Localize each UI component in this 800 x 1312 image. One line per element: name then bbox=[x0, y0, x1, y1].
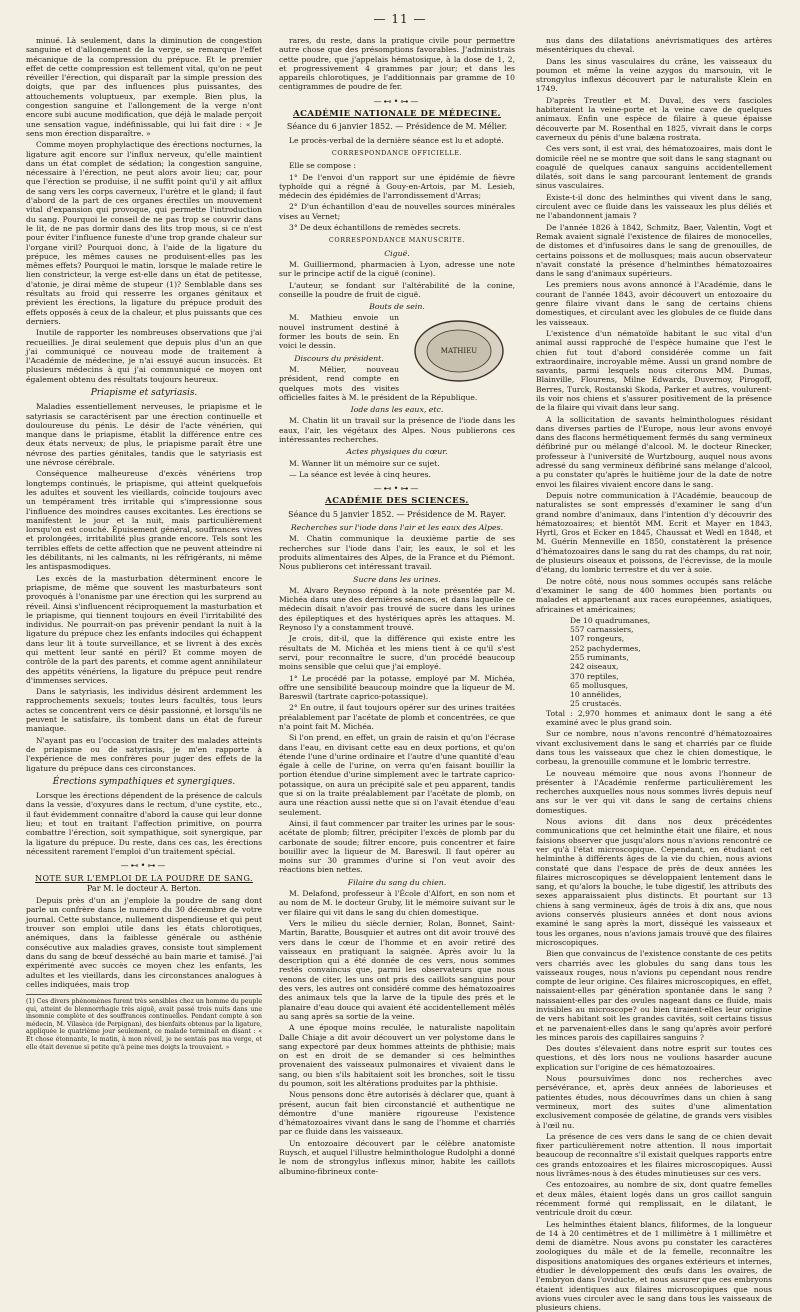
paragraph: Le procès-verbal de la dernière séance est lu et adopté. bbox=[289, 135, 504, 145]
paragraph: nus dans des dilatations anévrismatiques des artères mésentériques du cheval. bbox=[536, 36, 772, 55]
paragraph: M. Mélier, nouveau président, rend compte en quelques mots des visites officielles faites à M. le président de la République. bbox=[279, 364, 478, 402]
inset-label: MATHIEU bbox=[440, 347, 478, 356]
seance-line: Séance du 5 janvier 1852. — Présidence de M. Rayer. bbox=[288, 509, 506, 519]
paragraph: 1° De l'envoi d'un rapport sur une épidémie de fièvre typhoïde qui a régné à Gouy-en-Artois, par M. Lesieh, médecin des épidémies de l'arrondissement d'Arras; bbox=[279, 172, 515, 201]
correspondance-officielle-heading: CORRESPONDANCE OFFICIELLE. bbox=[331, 148, 463, 157]
paragraph: Conséquence malheureuse d'excès vénériens trop longtemps continués, le priapisme, qui atteint quelquefois les adultes et souvent les vieillards, coïncide toujours avec un tempérament très irritable qui s'impressionne sous l'influence des moindres causes excitantes. Les érections se manifestent le jour et la nuit, mais particulièrement lorsqu'on est couché. Épuisement général, souffrances vives et prolongées, irritabilité plus grande encore. Tels sont les terribles effets de cette affection que ne peuvent atteindre ni les débilitants, ni les calmants, ni les réfrigérants, ni même les antispasmodiques. bbox=[26, 469, 262, 572]
paragraph: Un entozoaire découvert par le célèbre anatomiste Ruysch, et auquel l'illustre helminthologue Rudolphi a donné le nom de strongylus inflexus minor, habite les caillots albumino-fibrineux conte- bbox=[279, 1138, 515, 1176]
academy-medecine-title: ACADÉMIE NATIONALE DE MÉDECINE. bbox=[292, 109, 501, 120]
inventory-row: 10 annélides, bbox=[570, 690, 622, 700]
paragraph: L'auteur, se fondant sur l'altérabilité de la conine, conseille la poudre de fruit de ciguë. bbox=[279, 280, 515, 299]
paragraph: Comme moyen prophylactique des érections nocturnes, la ligature agit encore sur l'influx nerveux, qu'elle maintient dans un état complet de sédation; la congestion sanguine, nécessaire à l'érection, ne peut alors avoir lieu; car, pour que l'érection se produise, il ne suffit point qu'il y ait afflux de sang vers les corps caverneux, l'urètre et le gland; il faut d'abord de la part de ces organes érectiles un mouvement vital d'expansion qui provoque, qui permette l'introduction du sang. Pourquoi le conseil de ne pas trop se couvrir dans le lit, de ne pas dormir dans des lits trop mous, si ce n'est pour éviter l'influence funeste d'une trop grande chaleur sur l'organe viril? Pourquoi donc, à l'aide de la ligature du prépuce, les mêmes causes ne produisent-elles pas les mêmes effets? Pourquoi le matin, lorsque le malade retire le lien constricteur, la verge est-elle dans un état de petitesse, d'atonie, je dirai même de stupeur (1)? Semblable dans ses résultats au froid qui resserre les organes génitaux et prévient les érections, la ligature du prépuce produit des effets opposés à ceux de la chaleur, et plus puissants que ces derniers. bbox=[26, 140, 262, 326]
note-byline: Par M. le docteur A. Berton. bbox=[86, 883, 202, 893]
paragraph: Lorsque les érections dépendent de la présence de calculs dans la vessie, d'oxyures dans le rectum, d'une cystite, etc., il faut évidemment connaître d'abord la cause qui leur donne lieu; et tout en traitant l'affection primitive, on pourra combattre l'érection, soit sympathique, soit synergique, par la ligature du prépuce. Du reste, dans ces cas, les érections nécessitent rarement l'emploi d'un traitement spécial. bbox=[26, 791, 262, 856]
actes-title: Actes physiques du cœur. bbox=[346, 447, 448, 457]
paragraph: Existe-t-il donc des helminthes qui vivent dans le sang, circulent avec ce fluide dans les vaisseaux les plus déliés et ne l'abandonnent jamais ? bbox=[536, 192, 772, 221]
filaire-title: Filaire du sang du chien. bbox=[347, 877, 447, 887]
column-1-intro bbox=[26, 36, 262, 384]
cigue-title: Ciguë. bbox=[384, 248, 410, 258]
paragraph: La présence de ces vers dans le sang de ce chien devait fixer particulièrement notre attention. Il nous importait beaucoup de reconnaître s'il existait quelques rapports entre ces grands entozoaires et les filaires microscopiques. Aussi nous livrâmes-nous à des études minutieuses sur ces vers. bbox=[536, 1131, 772, 1179]
section-divider: —⊷•⊶— bbox=[120, 861, 168, 871]
paragraph: A la sollicitation de savants helminthologues résidant dans diverses parties de l'Europe, nous leur avons envoyé dans des flacons hermétiquement fermés du sang vermineux défibriné pur ou mélangé d'alcool. M. le docteur Rinecker, professeur à l'université de Wurtzbourg, auquel nous avons adressé du sang vermineux défibriné sans mélange d'alcool, a pu constater qu'après le huitième jour de la date de notre envoi les filaires vivaient encore dans le sang. bbox=[536, 414, 772, 489]
paragraph: Nous poursuivîmes donc nos recherches avec persévérance, et, après deux années de laborieuses et patientes études, nous découvrîmes dans un chien à sang vermineux, mort des suites d'une alimentation exclusivement composée de gélatine, de grands vers visibles à l'œil nu. bbox=[536, 1074, 772, 1130]
inventory-row: 370 reptiles, bbox=[570, 671, 619, 681]
paragraph: M. Wanner lit un mémoire sur ce sujet. bbox=[289, 458, 440, 468]
inventory-row: 107 rongeurs, bbox=[570, 634, 625, 644]
recherches-title: Recherches sur l'iode dans l'air et les eaux des Alpes. bbox=[290, 523, 504, 533]
paragraph: M. Delafond, professeur à l'École d'Alfort, en son nom et au nom de M. le docteur Gruby, lit le mémoire suivant sur le ver filaire qui vit dans le sang du chien domestique. bbox=[279, 889, 515, 917]
section-divider: —⊷•⊶— bbox=[373, 96, 421, 106]
paragraph: 2° D'un échantillon d'eau de nouvelles sources minérales vises au Vernet; bbox=[279, 202, 515, 221]
inventory-row: 242 oiseaux, bbox=[570, 662, 619, 672]
paragraph: Je crois, dit-il, que la différence qui existe entre les résultats de M. Michéa et les miens tient à ce qu'il s'est servi, pour reconnaître le sucre, d'un procédé beaucoup moins sensible que celui que j'ai employé. bbox=[279, 634, 515, 672]
academy-sciences-title: ACADÉMIE DES SCIENCES. bbox=[325, 496, 469, 507]
paragraph: 2° En outre, il faut toujours opérer sur des urines traitées préalablement par l'acétate de plomb et concentrées, ce que n'a point fait M. Michéa. bbox=[279, 703, 515, 731]
paragraph: A une époque moins reculée, le naturaliste napolitain Dalle Chiaje a dit avoir découvert un ver polystome dans le sang expectoré par deux hommes atteints de phthisie; mais on est en droit de se demander si ces helminthes provenaient des vaisseaux pulmonaires et vivaient dans le sang, ou bien s'ils habitaient soit les bronches, soit le tissu du poumon, soit les altérations produites par la phthisie. bbox=[279, 1023, 515, 1088]
species-inventory bbox=[546, 615, 772, 728]
column-2 bbox=[279, 36, 515, 1176]
paragraph: Ces entozoaires, au nombre de six, dont quatre femelles et deux mâles, étaient logés dans un gros caillot sanguin récemment formé qui remplissait, en le dilatant, le ventricule droit du cœur. bbox=[536, 1180, 772, 1218]
paragraph: Elle se compose : bbox=[289, 161, 356, 171]
inventory-row: De 10 quadrumanes, bbox=[570, 615, 651, 625]
paragraph: Les excès de la masturbation déterminent encore le priapisme, de même que souvent les masturbateurs sont provoqués à l'onanisme par une érection qui les surprend au réveil. Ainsi s'influencent réciproquement la masturbation et le priapisme, qui tiennent toujours en éveil l'irritabilité des individus. Ne pourrait-on pas prévenir pendant la nuit à la ligature du prépuce chez les enfants indociles qui échappent dans leur lit à toute surveillance, et se livrent à des excès qui mettent leur santé en péril? Et comme moyen de contrôle de la part des parents, et comme agent annihilateur des appétits vénériens, la ligature du prépuce peut rendre d'immenses services. bbox=[26, 573, 262, 685]
inventory-row: 25 crustacés. bbox=[570, 699, 622, 709]
inventory-row: 252 pachydermes, bbox=[570, 643, 641, 653]
seance-line: Séance du 6 janvier 1852. — Présidence de M. Mélier. bbox=[286, 122, 508, 132]
priapisme-section bbox=[26, 402, 262, 773]
paragraph: M. Chatin communique la deuxième partie de ses recherches sur l'iode dans l'air, les eaux, le sol et les produits alimentaires des Alpes, de la France et du Piémont. Nous publierons cet intéressant travail. bbox=[279, 534, 515, 572]
paragraph: De notre côté, nous nous sommes occupés sans relâche d'examiner le sang de 400 hommes bien portants ou malades et appartenant aux races européennes, asiatiques, africaines et américaines; bbox=[536, 576, 772, 614]
correspondance-manuscrite-heading: CORRESPONDANCE MANUSCRITE. bbox=[328, 236, 466, 245]
paragraph: Vers le milieu du siècle dernier, Rolan, Bonnet, Saint-Martin, Baratte, Bousquier et autres ont dit avoir trouvé des vers dans le cœur de l'homme et en avoir retiré des vaisseaux en pratiquant la saignée. Après avoir lu la description qui a été donnée de ces vers, nous sommes restés convaincus que, parmi les observateurs que nous venons de citer, les uns ont pris des caillots sanguins pour des vers, les autres ont considéré comme des hématozoaires des animaux tels que la larve de la tipule des prés et le planaire d'eau douce qui avaient été accidentellement mêlés au sang après sa sortie de la veine. bbox=[279, 918, 515, 1021]
paragraph: Depuis notre communication à l'Académie, beaucoup de naturalistes se sont empressés d'examiner le sang d'un grand nombre d'animaux, dans l'intention d'y découvrir des hématozoaires; et bientôt MM. Ecrit et Mayer en 1843, Hyrtl, Gros et Ecker en 1845, Chaussat et Wedl en 1848, et M. Guérin Menneville en 1850, constatèrent la présence d'hématozoaires dans le sang du rat des champs, du rat noir, de plusieurs oiseaux et poissons, de l'écrevisse, de la moule d'étang, du lombric terrestre et du ver à soie. bbox=[536, 490, 772, 575]
paragraph: Dans le satyriasis, les individus désirent ardemment les rapprochements sexuels; toutes leurs facultés, tous leurs actes se concentrent vers ce désir passionné, et lorsqu'ils ne peuvent le satisfaire, ils tombent dans un état de fureur maniaque. bbox=[26, 687, 262, 734]
paragraph: M. Chatin lit un travail sur la présence de l'iode dans les eaux, l'air, les végétaux des Alpes. Nous publierons ces intéressantes recherches. bbox=[279, 416, 515, 444]
paragraph: Les premiers nous avons annoncé à l'Académie, dans le courant de l'année 1843, avoir découvert un entozoaire du genre filaire vivant dans le sang de certains chiens domestiques, et circulant avec les globules de ce fluide dans les vaisseaux. bbox=[536, 280, 772, 327]
paragraph: Sur ce nombre, nous n'avons rencontré d'hématozoaires vivant exclusivement dans le sang et charriés par ce fluide dans tous les vaisseaux que chez le chien domestique, le corbeau, la grenouille commune et le lombric terrestre. bbox=[536, 729, 772, 767]
paragraph: M. Guilliermond, pharmacien à Lyon, adresse une note sur le principe actif de la ciguë (conine). bbox=[279, 259, 515, 279]
paragraph: minué. Là seulement, dans la diminution de congestion sanguine et d'allongement de la verge, se remarque l'effet mécanique de la compression du prépuce. Et le premier effet de cette compression est tellement vital, qu'on ne peut réveiller l'érection, qui disparaît par la simple pression des doigts, que par des influences plus puissantes, des attouchements voluptueux, par exemple. Bien plus, la congestion sanguine et l'allongement de la verge n'ont encore subi aucune modification, que déjà le malade perçoit une sensation vague, indéfinissable, qui lui fait dire : « Je sens mon érection disparaître. » bbox=[26, 36, 262, 138]
sucre-title: Sucre dans les urines. bbox=[353, 574, 441, 584]
page-number: — 11 — bbox=[373, 12, 427, 26]
paragraph: 1° Le procédé par la potasse, employé par M. Michéa, offre une sensibilité beaucoup moindre que la liqueur de M. Bareswil (tartrate caprico-potassique). bbox=[279, 673, 515, 702]
paragraph: Inutile de rapporter les nombreuses observations que j'ai recueillies. Je dirai seulement que depuis plus d'un an que j'ai communiqué ce nouveau mode de traitement à l'Académie de médecine, je n'ai essuyé aucun insuccès. Et plusieurs médecins à qui j'ai communiqué ce moyen ont également obtenu des résultats toujours heureux. bbox=[26, 328, 262, 384]
sympathiques-heading: Érections sympathiques et synergiques. bbox=[52, 776, 236, 787]
paragraph: Ces vers sont, il est vrai, des hématozoaires, mais dont le domicile réel ne se montre que soit dans le sang stagnant ou coagulé de quelques canaux sanguins accidentellement dilatés, soit dans le sang parcourant lentement de grands sinus vasculaires. bbox=[536, 144, 772, 191]
paragraph: Nous avions dit dans nos deux précédentes communications que cet helminthe était une filaire, et nous faisions observer que jusqu'alors nous n'avions rencontré ce ver qu'à l'état microscopique. Cependant, en étudiant cet helminthe à différents âges de la vie du chien, nous avions constaté que dans l'espace de près de deux années les filaires microscopiques se développaient lentement dans le sang, et qu'alors la bouche, le tube digestif, les attributs des sexes apparaissaient plus distincts. Et pourtant sur 13 chiens à sang vermineux, âgés de trois à dix ans, que nous avions conservés plusieurs années et dont nous avions examiné le sang après la mort, disséqué les vaisseaux et tous les organes, nous n'avions jamais trouvé que des filaires microscopiques. bbox=[536, 817, 772, 947]
paragraph: De l'année 1826 à 1842, Schmitz, Baer, Valentin, Vogt et Remak avaient signalé l'existence de filaires de monocelles, de distomes et d'infusoires dans le sang de grenouilles, de certains poissons et de mollusques; mais aucun observateur n'avait constaté la présence d'helminthes hématozoaires dans le sang d'animaux supérieurs. bbox=[536, 222, 772, 279]
paragraph: — La séance est levée à cinq heures. bbox=[289, 469, 431, 479]
inventory-row: 65 mollusques, bbox=[570, 680, 629, 690]
paragraph: L'existence d'un nématoïde habitant le suc vital d'un animal aussi rapproché de l'espèce humaine que l'est le chien fut tout d'abord considérée comme un fait extraordinaire, incroyable même. Aussi un grand nombre de savants, parmi lesquels nous citerons MM. Dumas, Blainville, Flourens, Milne Edwards, Duvernoy, Pirogoff, Berres, Turck, Rostanski Skoda, Parker et autres, voulurent-ils voir nos chiens et s'assurer positivement de la présence de la filaire qui vivait dans leur sang. bbox=[536, 328, 772, 413]
paragraph: M. Mathieu envoie un nouvel instrument destiné à former les bouts de sein. En voici le dessin. bbox=[279, 313, 399, 351]
paragraph: Dans les sinus vasculaires du crâne, les vaisseaux du poumon et même la veine azygos du marsouin, vit le strongylus inflexus découvert par le naturaliste Klein en 1749. bbox=[536, 56, 772, 94]
paragraph: M. Alvaro Reynoso répond à la note présentée par M. Michéa dans une des dernières séances, et dans laquelle ce médecin disait n'avoir pas trouvé de sucre dans les urines des épileptiques et des hystériques après les attaques. M. Reynoso l'y a constamment trouvé. bbox=[279, 585, 515, 633]
paragraph: Ainsi, il faut commencer par traiter les urines par le sous-acétate de plomb; filtrer, précipiter l'excès de plomb par du carbonate de soude; filtrer encore, puis concentrer et faire bouillir avec la liqueur de M. Bareswil. Il faut opérer au moins sur 30 grammes d'urine si l'on veut avoir des réactions bien nettes. bbox=[279, 818, 515, 875]
paragraph: Les helminthes étaient blancs, filiformes, de la longueur de 14 à 20 centimètres et de 1 millimètre à 1 millimètre et demi de diamètre. Nous avons pu constater les caractères zoologiques du mâle et de la femelle, reconnaître les dispositions anatomiques des organes extérieurs et internes, étudier le développement des œufs dans les ovaires, de l'embryon dans l'oviducte, et nous assurer que ces embryons étaient identiques aux filaires microscopiques que nous avions vues circuler avec le sang dans tous les vaisseaux de plusieurs chiens. bbox=[536, 1219, 772, 1312]
paragraph: Le nouveau mémoire que nous avons l'honneur de présenter à l'Académie renferme particulièrement les recherches auxquelles nous nous sommes livrés depuis neuf ans sur le ver qui vit dans le sang de certains chiens domestiques. bbox=[536, 768, 772, 815]
paragraph: Maladies essentiellement nerveuses, le priapisme et le satyriasis se caractérisent par une érection continuelle et douloureuse du pénis. Le désir de l'acte vénérien, qui manque dans le priapisme, établit la différence entre ces deux états nerveux; de plus, le priapisme paraît être une névrose des parties génitales, tandis que le satyriasis est une névrose cérébrale. bbox=[26, 402, 262, 468]
column-1 bbox=[26, 36, 262, 1154]
paragraph: rares, du reste, dans la pratique civile pour permettre autre chose que des présomptions favorables. J'administrais cette poudre, que j'appelais hématosique, à la dose de 1, 2, et progressivement 4 grammes par jour; et dans les appareils chlorotiques, je l'additionnais par gramme de 10 centigrammes de poudre de fer. bbox=[279, 36, 515, 92]
inventory-row: 557 carnassiers, bbox=[570, 625, 634, 635]
paragraph: N'ayant pas eu l'occasion de traiter des malades atteints de priapisme ou de satyriasis, je m'en rapporte à l'expérience de mes confrères pour juger des effets de la ligature du prépuce dans ces circonstances. bbox=[26, 735, 262, 773]
priapisme-heading: Priapisme et satyriasis. bbox=[90, 387, 198, 398]
footnote: (1) Ces divers phénomènes furent très sensibles chez un homme du peuple qui, atteint de blennorrhagie très aiguë, avait passé trois nuits dans une insomnie complète et des souffrances continuelles. Pendant compte à son médecin, M. Vilasèca (de Perpignan), des bienfaits obtenus par la ligature, appliquée le quatrième jour seulement, ce malade terminait en disant : « Et chose étonnante, le matin, à mon réveil, je ne sentais pas ma verge, et elle était devenue si petite qu'à peine mes doigts la trouvaient. » bbox=[26, 994, 262, 1051]
inventory-row: 255 ruminants, bbox=[570, 653, 629, 662]
note-title: NOTE SUR L'EMPLOI DE LA POUDRE DE SANG. bbox=[35, 873, 253, 883]
nipple-shield-illustration bbox=[403, 315, 515, 385]
paragraph: Nous pensons donc être autorisés à déclarer que, quant à présent, aucun fait bien circonstancié et authentique ne démontre d'une manière rigoureuse l'existence d'hématozoaires vivant dans le sang de l'homme et charriés par ce fluide dans les vaisseaux. bbox=[279, 1090, 515, 1137]
bouts-de-sein-title: Bouts de sein. bbox=[369, 302, 425, 312]
discours-title: Discours du président. bbox=[294, 353, 384, 363]
paragraph: Si l'on prend, en effet, un grain de raisin et qu'on l'écrase dans l'eau, en divisant cette eau en deux portions, et qu'on étende l'une d'urine ordinaire et l'autre d'une quantité d'eau égale à celle de l'urine, on verra qu'en faisant bouillir la portion étendue d'urine simplement avec le tartrate caprico-potassique, on aura un précipité sale et peu apparent, tandis que si on la traite préalablement par l'acétate de plomb, on aura une réaction aussi nette que si on l'avait étendue d'eau seulement. bbox=[279, 733, 515, 817]
paragraph: Des doutes s'élevaient dans notre esprit sur toutes ces questions, et dès lors nous ne voulions hasarder aucune explication sur l'origine de ces hématozoaires. bbox=[536, 1044, 772, 1072]
column-3 bbox=[536, 36, 772, 1312]
paragraph: Bien que convaincus de l'existence constante de ces petits vers charriés avec les globules du sang dans tous les vaisseaux rouges, nous n'avions pu cependant nous rendre compte de leur origine. Ces filaires microscopiques, en effet, naissaient-elles par génération spontanée dans le sang ? naissaient-elles par des ovules nageant dans ce fluide, mais invisibles au microscope? ou bien tiraient-elles leur origine de vers habitant soit les grandes cavités, soit certains tissus et ne parvenaient-elles dans le sang qu'après avoir perforé les minces parois des capillaires sanguins ? bbox=[536, 949, 772, 1042]
section-divider: —⊷•⊶— bbox=[373, 484, 421, 494]
inventory-total: Total : 2,970 hommes et animaux dont le sang a été examiné avec le plus grand soin. bbox=[546, 708, 772, 728]
paragraph: 3° De deux échantillons de remèdes secrets. bbox=[289, 223, 461, 233]
paragraph: D'après Treutler et M. Duval, des vers fascioles habiteraient la veine-porte et la veine cave de quelques animaux. Enfin une espèce de filaire à queue épaisse découverte par M. Rosenthal en 1825, vivrait dans le corps caverneux du pénis d'une balæna rostrata. bbox=[536, 95, 772, 142]
iode-title: Iode dans les eaux, etc. bbox=[350, 405, 444, 415]
paragraph: Depuis près d'un an j'emploie la poudre de sang dont parle un confrère dans le numéro du 30 décembre de votre journal. Cette substance, nullement dispendieuse et qui peut trouver son emploi utile dans les états chlorotiques, anémiques, dans la faiblesse générale ou asthénie consécutive aux maladies graves, consiste tout simplement dans du sang de bœuf desséché au bain marie et tamisé. J'ai expérimenté avec succès ce moyen chez les enfants, les adultes et les vieillards, dans les circonstances analogues à celles indiquées, mais trop bbox=[26, 896, 262, 989]
